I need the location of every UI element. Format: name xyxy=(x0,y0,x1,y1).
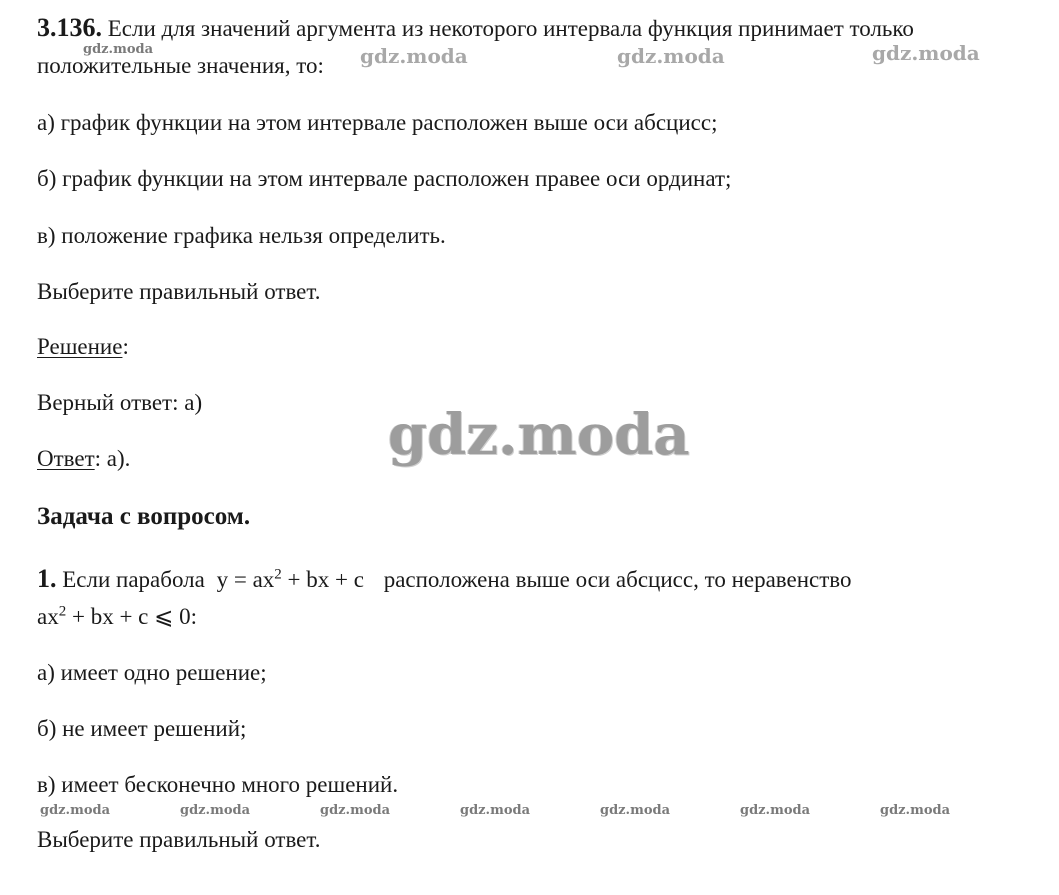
task-choose-prompt: Выберите правильный ответ. xyxy=(37,827,321,852)
watermark: gdz.moda xyxy=(360,44,468,68)
solution-label-line xyxy=(37,333,129,361)
watermark: gdz.moda xyxy=(740,803,811,818)
inequality-expression: $ax^2$ + bx + c ⩽ 0: xyxy=(37,603,198,629)
watermark: gdz.moda xyxy=(40,803,111,818)
task-number: 1. xyxy=(37,564,57,593)
problem-title-line xyxy=(37,14,914,43)
task-question-line1 xyxy=(37,565,852,594)
answer-value: : а). xyxy=(94,446,131,471)
problem-option-a: а) график функции на этом интервале расположен выше оси абсцисс; xyxy=(37,110,718,135)
watermark: gdz.moda xyxy=(83,42,154,57)
problem-choose-prompt: Выберите правильный ответ. xyxy=(37,279,321,304)
task-option-c: в) имеет бесконечно много решений. xyxy=(37,772,399,797)
watermark: gdz.moda xyxy=(320,803,391,818)
problem-text-line2: положительные значения, то: xyxy=(37,53,324,78)
problem-text-line1: Если для значений аргумента из некоторого интервала функция принимает только xyxy=(107,16,914,41)
watermark: gdz.moda xyxy=(600,803,671,818)
solution-label: Решение xyxy=(37,334,123,359)
solution-colon: : xyxy=(122,334,129,359)
correct-answer: Верный ответ: а) xyxy=(37,390,203,415)
answer-line xyxy=(37,445,130,473)
task-option-b: б) не имеет решений; xyxy=(37,716,247,741)
inequality-line xyxy=(37,603,197,631)
task-text-after: расположена выше оси абсцисс, то неравенство xyxy=(383,567,852,592)
problem-option-c: в) положение графика нельзя определить. xyxy=(37,223,446,248)
problem-number: 3.136. xyxy=(37,13,102,42)
watermark: gdz.moda xyxy=(872,41,980,65)
watermark: gdz.moda xyxy=(180,803,251,818)
answer-label: Ответ xyxy=(37,446,95,471)
watermark: gdz.moda xyxy=(460,803,531,818)
task-text-before: Если парабола xyxy=(62,567,205,592)
watermark-large: gdz.moda xyxy=(388,402,690,468)
watermark: gdz.moda xyxy=(880,803,951,818)
watermark: gdz.moda xyxy=(617,44,725,68)
problem-option-b: б) график функции на этом интервале расположен правее оси ординат; xyxy=(37,166,732,191)
task-option-a: а) имеет одно решение; xyxy=(37,660,267,685)
parabola-equation: $y = ax^2$ + bx + c xyxy=(216,566,364,592)
task-heading: Задача с вопросом. xyxy=(37,503,251,530)
